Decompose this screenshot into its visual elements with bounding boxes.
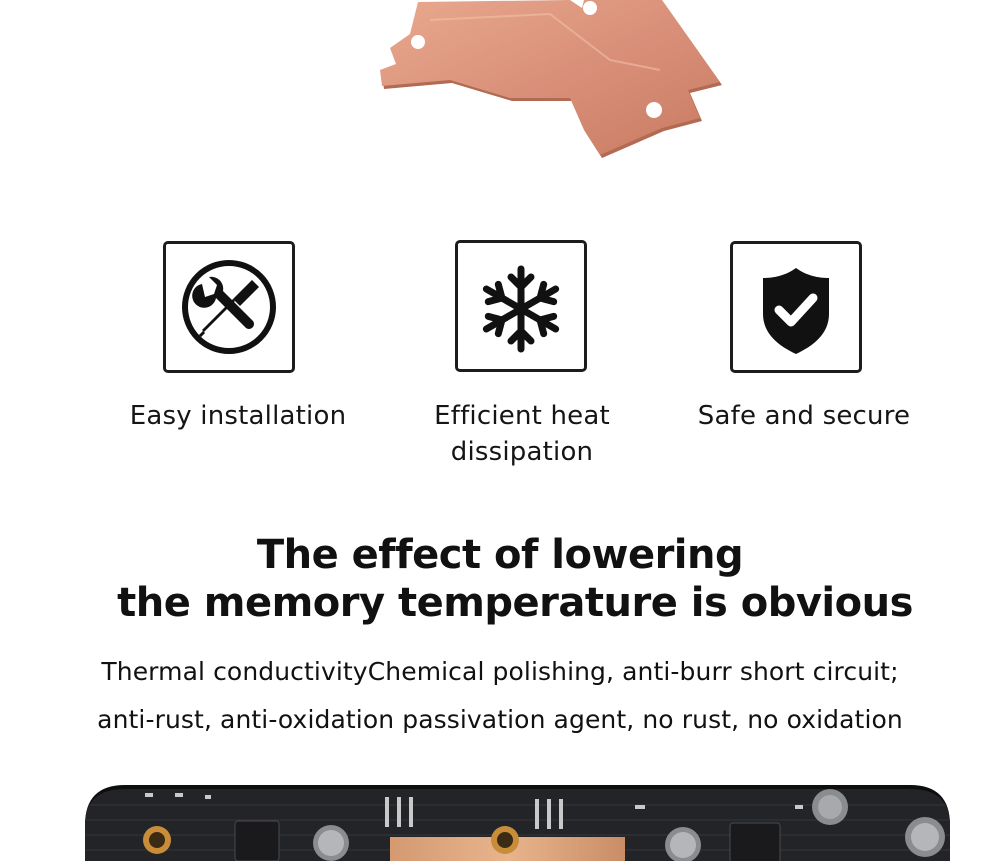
feature-label: Efficient heat dissipation — [434, 401, 610, 467]
headline-line-2: the memory temperature is obvious — [117, 580, 913, 626]
pcb-photo — [85, 785, 950, 861]
headline-line-1: The effect of lowering — [256, 532, 744, 578]
copper-shim-image — [370, 0, 730, 165]
feature-label: Safe and secure — [697, 401, 911, 431]
copper-shim-icon — [370, 0, 730, 165]
shield-check-icon — [733, 244, 859, 370]
description-line-1: Thermal conductivityChemical polishing, anti-burr short circuit; — [101, 657, 899, 686]
tools-icon — [166, 244, 292, 370]
feature-icon-box — [730, 241, 862, 373]
feature-icon-box — [163, 241, 295, 373]
circuit-board-icon — [85, 785, 950, 861]
feature-label: Easy installation — [129, 401, 347, 431]
description-line-2: anti-rust, anti-oxidation passivation agent, no rust, no oxidation — [97, 705, 903, 734]
feature-icon-box — [455, 240, 587, 372]
snowflake-icon — [458, 243, 584, 369]
